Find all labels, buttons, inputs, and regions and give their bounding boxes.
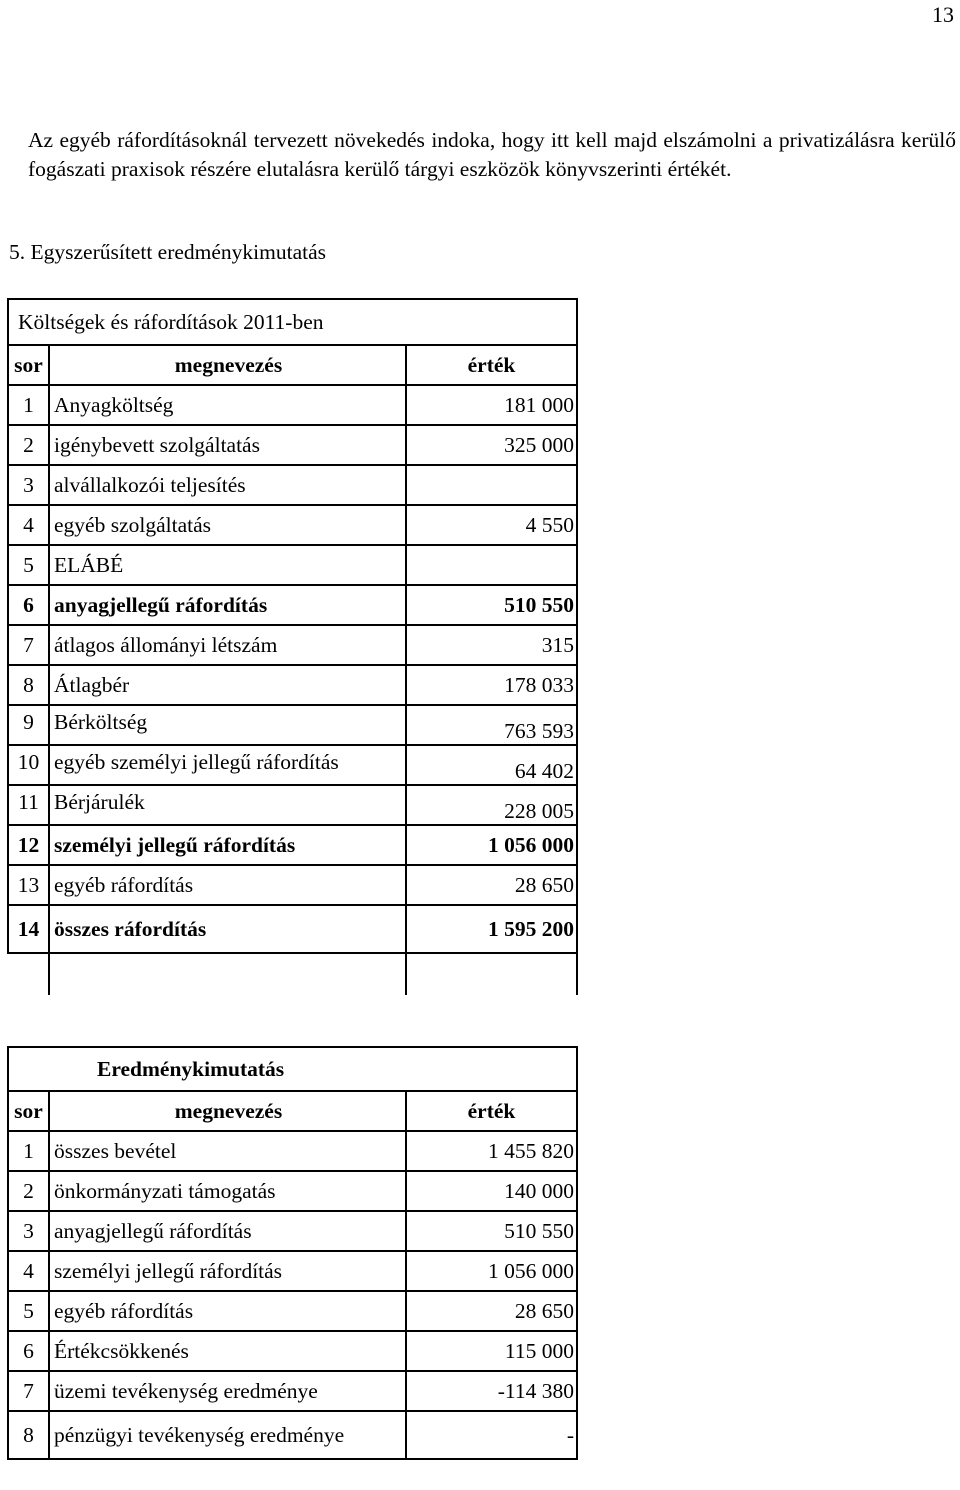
row-value: 115 000 bbox=[406, 1331, 577, 1371]
table-row bbox=[8, 785, 577, 825]
row-value bbox=[406, 465, 577, 505]
row-name: Bérjárulék bbox=[49, 785, 406, 825]
header-sor: sor bbox=[8, 345, 49, 385]
spacer-cell bbox=[49, 953, 406, 995]
table-row bbox=[8, 1131, 577, 1171]
row-name: egyéb szolgáltatás bbox=[49, 505, 406, 545]
header-value: érték bbox=[406, 1091, 577, 1131]
row-sor: 11 bbox=[8, 785, 49, 825]
row-value: 181 000 bbox=[406, 385, 577, 425]
table-row bbox=[8, 585, 577, 625]
result-table bbox=[7, 1046, 578, 1460]
table-row bbox=[8, 865, 577, 905]
table-row bbox=[8, 505, 577, 545]
row-name: Bérköltség bbox=[49, 705, 406, 745]
row-value: 763 593 bbox=[406, 705, 577, 745]
row-sor: 2 bbox=[8, 425, 49, 465]
table-row bbox=[8, 1171, 577, 1211]
row-sor: 13 bbox=[8, 865, 49, 905]
row-name: személyi jellegű ráfordítás bbox=[49, 1251, 406, 1291]
table-row bbox=[8, 905, 577, 953]
row-value: 178 033 bbox=[406, 665, 577, 705]
row-value: 1 595 200 bbox=[406, 905, 577, 953]
row-sor: 12 bbox=[8, 825, 49, 865]
row-sor: 14 bbox=[8, 905, 49, 953]
row-value: 510 550 bbox=[406, 585, 577, 625]
row-value: 4 550 bbox=[406, 505, 577, 545]
table-row bbox=[8, 825, 577, 865]
row-value: - bbox=[406, 1411, 577, 1459]
row-value: 28 650 bbox=[406, 865, 577, 905]
row-name: Átlagbér bbox=[49, 665, 406, 705]
row-value bbox=[406, 545, 577, 585]
row-sor: 6 bbox=[8, 585, 49, 625]
table-row bbox=[8, 745, 577, 785]
header-name: megnevezés bbox=[49, 1091, 406, 1131]
table-row bbox=[8, 425, 577, 465]
row-sor: 3 bbox=[8, 465, 49, 505]
row-sor: 5 bbox=[8, 1291, 49, 1331]
row-value: 510 550 bbox=[406, 1211, 577, 1251]
row-name: önkormányzati támogatás bbox=[49, 1171, 406, 1211]
row-value: -114 380 bbox=[406, 1371, 577, 1411]
row-sor: 6 bbox=[8, 1331, 49, 1371]
row-name: pénzügyi tevékenység eredménye bbox=[49, 1411, 406, 1459]
row-value: 228 005 bbox=[406, 785, 577, 825]
row-value: 28 650 bbox=[406, 1291, 577, 1331]
header-value: érték bbox=[406, 345, 577, 385]
header-name: megnevezés bbox=[49, 345, 406, 385]
table-row bbox=[8, 625, 577, 665]
row-name: alvállalkozói teljesítés bbox=[49, 465, 406, 505]
row-value: 64 402 bbox=[406, 745, 577, 785]
row-name: üzemi tevékenység eredménye bbox=[49, 1371, 406, 1411]
result-table-caption: Eredménykimutatás bbox=[8, 1047, 577, 1091]
row-name: anyagjellegű ráfordítás bbox=[49, 1211, 406, 1251]
row-sor: 7 bbox=[8, 1371, 49, 1411]
spacer-row bbox=[8, 953, 577, 995]
table-row bbox=[8, 665, 577, 705]
table-row bbox=[8, 705, 577, 745]
row-name: anyagjellegű ráfordítás bbox=[49, 585, 406, 625]
row-sor: 7 bbox=[8, 625, 49, 665]
costs-table-caption: Költségek és ráfordítások 2011-ben bbox=[8, 299, 577, 345]
row-sor: 8 bbox=[8, 665, 49, 705]
table-row bbox=[8, 1371, 577, 1411]
table-row bbox=[8, 545, 577, 585]
table-row bbox=[8, 1211, 577, 1251]
row-sor: 3 bbox=[8, 1211, 49, 1251]
row-value: 325 000 bbox=[406, 425, 577, 465]
row-value: 140 000 bbox=[406, 1171, 577, 1211]
row-value: 1 455 820 bbox=[406, 1131, 577, 1171]
row-sor: 5 bbox=[8, 545, 49, 585]
table-row bbox=[8, 465, 577, 505]
costs-table bbox=[7, 298, 578, 995]
row-name: személyi jellegű ráfordítás bbox=[49, 825, 406, 865]
row-sor: 8 bbox=[8, 1411, 49, 1459]
row-name: átlagos állományi létszám bbox=[49, 625, 406, 665]
row-name: összes ráfordítás bbox=[49, 905, 406, 953]
row-sor: 4 bbox=[8, 505, 49, 545]
row-sor: 1 bbox=[8, 1131, 49, 1171]
section-title: 5. Egyszerűsített eredménykimutatás bbox=[9, 240, 327, 264]
row-name: Értékcsökkenés bbox=[49, 1331, 406, 1371]
row-value: 1 056 000 bbox=[406, 1251, 577, 1291]
row-sor: 4 bbox=[8, 1251, 49, 1291]
row-name: egyéb ráfordítás bbox=[49, 865, 406, 905]
table-row bbox=[8, 1291, 577, 1331]
intro-paragraph: Az egyéb ráfordításoknál tervezett növekedés indoka, hogy itt kell majd elszámolni a privatizálásra kerülő fogászati praxisok részére elutalásra kerülő tárgyi eszközök könyvszerinti értékét. bbox=[28, 128, 956, 181]
spacer-cell bbox=[406, 953, 577, 995]
table-row bbox=[8, 1411, 577, 1459]
spacer-cell bbox=[8, 953, 49, 995]
row-name: igénybevett szolgáltatás bbox=[49, 425, 406, 465]
header-sor: sor bbox=[8, 1091, 49, 1131]
row-sor: 10 bbox=[8, 745, 49, 785]
row-value: 315 bbox=[406, 625, 577, 665]
row-sor: 9 bbox=[8, 705, 49, 745]
row-name: egyéb személyi jellegű ráfordítás bbox=[49, 745, 406, 785]
row-name: Anyagköltség bbox=[49, 385, 406, 425]
row-name: egyéb ráfordítás bbox=[49, 1291, 406, 1331]
row-name: összes bevétel bbox=[49, 1131, 406, 1171]
table-row bbox=[8, 1251, 577, 1291]
row-sor: 2 bbox=[8, 1171, 49, 1211]
table-row bbox=[8, 385, 577, 425]
page-number: 13 bbox=[932, 2, 954, 27]
row-name: ELÁBÉ bbox=[49, 545, 406, 585]
table-row bbox=[8, 1331, 577, 1371]
row-value: 1 056 000 bbox=[406, 825, 577, 865]
row-sor: 1 bbox=[8, 385, 49, 425]
